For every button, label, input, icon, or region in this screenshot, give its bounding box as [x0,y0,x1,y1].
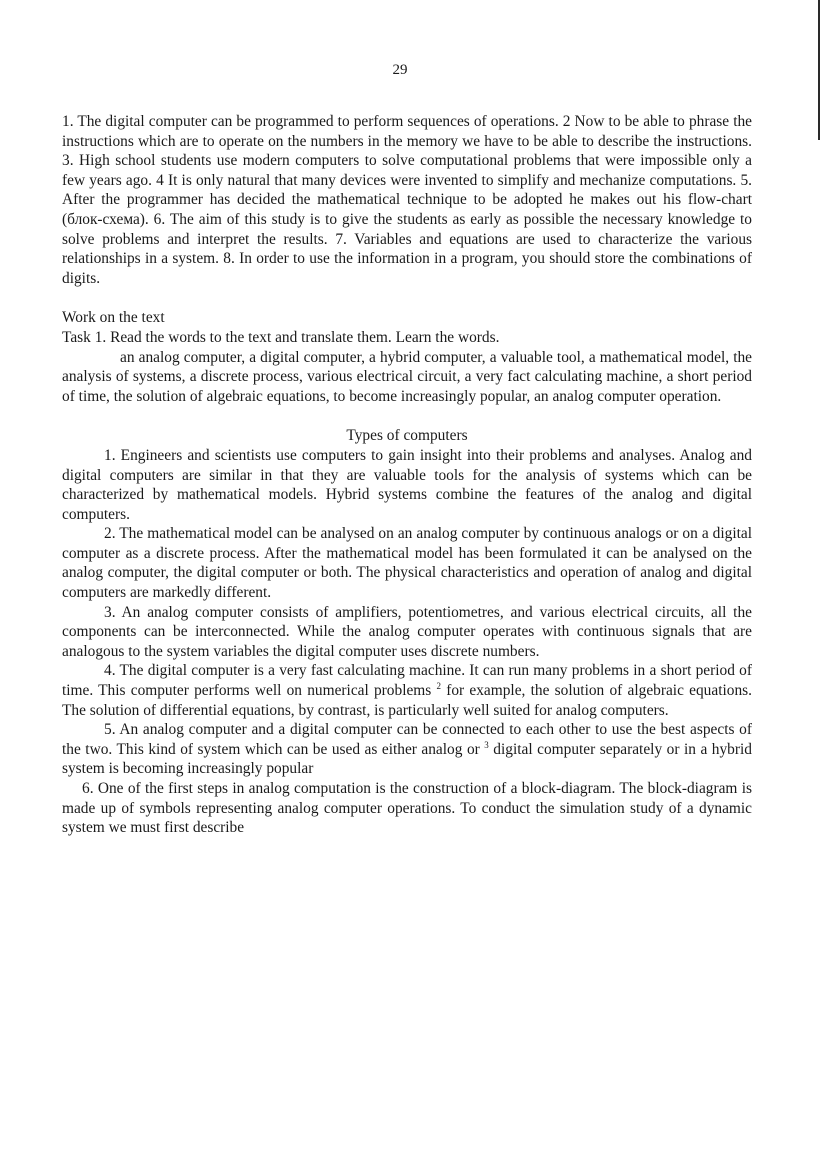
work-heading: Work on the text [62,309,165,327]
paragraph-4 [62,661,752,720]
section-title: Types of computers [346,427,468,445]
intro-sentences: 1. The digital computer can be programmed to perform sequences of operations. 2 Now to be able to phrase the instructions which are to operate on the numbers in the memory we have to be able to describe the instructions. 3. High school students use modern computers to solve computational problems that were impossible only a few years ago. 4 It is only natural that many devices were invented to simplify and mechanize computations. 5. After the programmer has decided the mathematical technique to be adopted he makes out his flow-chart (блок-схема). 6. The aim of this study is to give the students as early as possible the necessary knowledge to solve problems and interpret the results. 7. Variables and equations are used to characterize the various relationships in a system. 8. In order to use the information in a program, you should store the combinations of digits. [62,113,752,287]
footnote-mark-2: 2 [436,680,441,691]
paragraph-6: 6. One of the first steps in analog computation is the construction of a block-diagram. The block-diagram is made up of symbols representing analog computer operations. To conduct the simulation study of a dynamic system we must first describe [62,780,752,837]
paragraph-5 [62,720,752,779]
page-number: 29 [392,62,408,78]
task-1: Task 1. Read the words to the text and translate them. Learn the words. [62,328,500,346]
scan-edge-line [818,0,820,140]
paragraph-1: 1. Engineers and scientists use computers to gain insight into their problems and analyses. Analog and digital computers are similar in that they are valuable tools for the analysis of systems which can be characterized by mathematical models. Hybrid systems combine the features of the analog and digital computers. [62,446,752,523]
words-list: an analog computer, a digital computer, a hybrid computer, a valuable tool, a mathematical model, the analysis of systems, a discrete process, various electrical circuit, a very fact calculating machine, a short period of time, the solution of algebraic equations, to become increasingly popular, an analog computer operation. [62,348,752,405]
paragraph-4-part-2: for example, the solution of algebraic equations. The solution of differential equations, by contrast, is particularly well suited for analog computers. [62,682,752,719]
paragraph-5-part-2: digital computer separately or in a hybrid system is becoming increasingly popular [62,740,752,778]
paragraph-4-part-1: 4. The digital computer is a very fast calculating machine. It can run many problems in a short period of time. This computer performs well on numerical problems [62,662,752,700]
paragraph-3: 3. An analog computer consists of amplifiers, potentiometres, and various electrical circuits, all the components can be interconnected. While the analog computer operates with continuous signals that are analogous to the system variables the digital computer uses discrete numbers. [62,603,752,660]
footnote-mark-3: 3 [484,739,489,750]
page-content [62,112,752,838]
paragraph-5-part-1: 5. An analog computer and a digital computer can be connected to each other to use the best aspects of the two. This kind of system which can be used as either analog or [62,721,752,758]
paragraph-2: 2. The mathematical model can be analysed on an analog computer by continuous analogs or on a digital computer as a discrete process. After the mathematical model has been formulated it can be analysed on the analog computer, the digital computer or both. The physical characteristics and operation of analog and digital computers are markedly different. [62,525,752,602]
